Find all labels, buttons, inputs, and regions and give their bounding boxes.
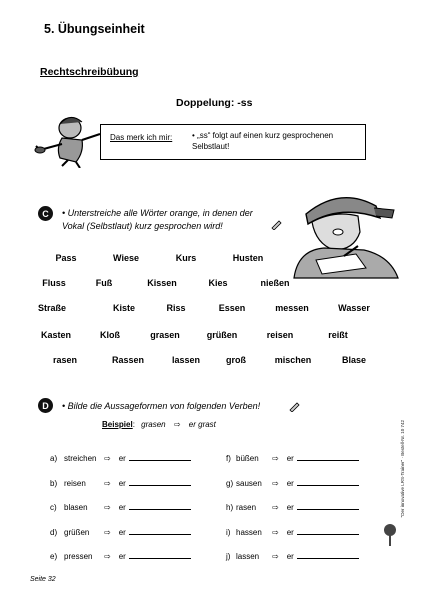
exercise-d-badge: D bbox=[38, 398, 53, 413]
word-item: Husten bbox=[232, 253, 264, 263]
arrow-icon: ⇨ bbox=[104, 552, 111, 561]
answer-blank-line[interactable] bbox=[129, 550, 191, 559]
word-item: reißt bbox=[328, 330, 348, 340]
item-verb: blasen bbox=[64, 503, 88, 512]
word-item: Wiese bbox=[113, 253, 139, 263]
exercise-c-instruction: • Unterstreiche alle Wörter orange, in denen der Vokal (Selbstlaut) kurz gesprochen wird! bbox=[62, 208, 253, 231]
word-item: Kies bbox=[208, 278, 228, 288]
item-letter: a) bbox=[50, 454, 58, 463]
item-letter: d) bbox=[50, 528, 58, 537]
word-item: grüßen bbox=[206, 330, 238, 340]
answer-blank-line[interactable] bbox=[297, 501, 359, 510]
word-item: Essen bbox=[218, 303, 246, 313]
pronoun: er bbox=[286, 552, 294, 561]
answer-blank-line[interactable] bbox=[297, 526, 359, 535]
pencil-icon-d bbox=[288, 400, 300, 412]
answer-blank-line[interactable] bbox=[129, 526, 191, 535]
item-verb: lassen bbox=[236, 552, 260, 561]
pointing-boy-illustration bbox=[32, 112, 102, 168]
word-item: messen bbox=[275, 303, 309, 313]
arrow-icon: ⇨ bbox=[104, 479, 111, 488]
arrow-icon: ⇨ bbox=[272, 503, 279, 512]
answer-row bbox=[50, 501, 191, 512]
tree-logo-icon bbox=[382, 520, 398, 550]
word-item: Pass bbox=[55, 253, 77, 263]
section-subheading: Rechtschreibübung bbox=[40, 66, 139, 78]
item-verb: grüßen bbox=[64, 528, 90, 537]
word-item: rasen bbox=[52, 355, 78, 365]
pronoun: er bbox=[118, 528, 126, 537]
page-number: Seite 32 bbox=[30, 576, 56, 583]
merk-text: • „ss“ folgt auf einen kurz gesprochenen Selbstlaut! bbox=[192, 131, 334, 151]
item-verb: reisen bbox=[64, 479, 86, 488]
arrow-icon: ⇨ bbox=[173, 420, 181, 429]
word-item: reisen bbox=[266, 330, 294, 340]
pronoun: er bbox=[286, 503, 294, 512]
item-letter: g) bbox=[226, 479, 234, 488]
answer-row bbox=[50, 550, 191, 561]
answer-blank-line[interactable] bbox=[129, 501, 191, 510]
pronoun: er bbox=[118, 454, 126, 463]
item-letter: h) bbox=[226, 503, 234, 512]
item-verb: pressen bbox=[64, 552, 93, 561]
word-item: groß bbox=[226, 355, 246, 365]
page-title: 5. Übungseinheit bbox=[44, 22, 145, 36]
word-item: Kurs bbox=[175, 253, 197, 263]
example-verb: grasen bbox=[141, 420, 166, 429]
arrow-icon: ⇨ bbox=[272, 454, 279, 463]
word-item: Rassen bbox=[111, 355, 145, 365]
word-item: Wasser bbox=[338, 303, 370, 313]
pronoun: er bbox=[286, 454, 294, 463]
answer-row bbox=[226, 501, 359, 512]
word-item: Blase bbox=[341, 355, 367, 365]
word-item: Riss bbox=[166, 303, 186, 313]
publisher-side-text: "Der innovative LRS-Trainer" · Bestell-Nr. 10 742 bbox=[400, 420, 405, 518]
item-letter: j) bbox=[226, 552, 231, 561]
word-item: Kissen bbox=[147, 278, 177, 288]
answer-blank-line[interactable] bbox=[129, 452, 191, 461]
item-verb: rasen bbox=[236, 503, 257, 512]
example-label: Beispiel bbox=[102, 420, 133, 429]
item-verb: sausen bbox=[236, 479, 262, 488]
answer-row bbox=[226, 550, 359, 561]
pronoun: er bbox=[118, 479, 126, 488]
topic-heading: Doppelung: -ss bbox=[176, 97, 253, 109]
pronoun: er bbox=[118, 552, 126, 561]
arrow-icon: ⇨ bbox=[272, 552, 279, 561]
word-item: grasen bbox=[150, 330, 180, 340]
answer-row bbox=[50, 526, 191, 537]
word-item: Kiste bbox=[112, 303, 136, 313]
item-verb: büßen bbox=[236, 454, 259, 463]
item-letter: b) bbox=[50, 479, 58, 488]
exercise-d-instruction: • Bilde die Aussageformen von folgenden Verben! bbox=[62, 401, 261, 411]
writing-boy-illustration bbox=[288, 186, 402, 282]
answer-blank-line[interactable] bbox=[129, 477, 191, 486]
item-letter: f) bbox=[226, 454, 231, 463]
arrow-icon: ⇨ bbox=[104, 528, 111, 537]
word-item: Kloß bbox=[100, 330, 120, 340]
word-item: lassen bbox=[171, 355, 201, 365]
answer-row bbox=[226, 477, 359, 488]
word-item: Straße bbox=[37, 303, 67, 313]
item-letter: i) bbox=[226, 528, 231, 537]
word-item: nießen bbox=[260, 278, 290, 288]
item-verb: hassen bbox=[236, 528, 262, 537]
pronoun: er bbox=[286, 479, 294, 488]
arrow-icon: ⇨ bbox=[104, 454, 111, 463]
answer-blank-line[interactable] bbox=[297, 550, 359, 559]
pencil-icon bbox=[270, 218, 282, 230]
example-result: er grast bbox=[188, 420, 216, 429]
answer-blank-line[interactable] bbox=[297, 477, 359, 486]
exercise-c-badge: C bbox=[38, 206, 53, 221]
item-verb: streichen bbox=[64, 454, 97, 463]
word-item: Fluss bbox=[42, 278, 66, 288]
item-letter: e) bbox=[50, 552, 58, 561]
word-item: mischen bbox=[274, 355, 312, 365]
arrow-icon: ⇨ bbox=[272, 479, 279, 488]
answer-row bbox=[226, 526, 359, 537]
merk-label: Das merk ich mir: bbox=[110, 133, 173, 142]
answer-row bbox=[50, 452, 191, 463]
answer-row bbox=[226, 452, 359, 463]
answer-row bbox=[50, 477, 191, 488]
arrow-icon: ⇨ bbox=[104, 503, 111, 512]
arrow-icon: ⇨ bbox=[272, 528, 279, 537]
word-item: Kasten bbox=[40, 330, 72, 340]
answer-blank-line[interactable] bbox=[297, 452, 359, 461]
word-item: Fuß bbox=[95, 278, 113, 288]
pronoun: er bbox=[286, 528, 294, 537]
pronoun: er bbox=[118, 503, 126, 512]
example-line: Beispiel: grasen ⇨ er grast bbox=[102, 420, 216, 429]
item-letter: c) bbox=[50, 503, 57, 512]
